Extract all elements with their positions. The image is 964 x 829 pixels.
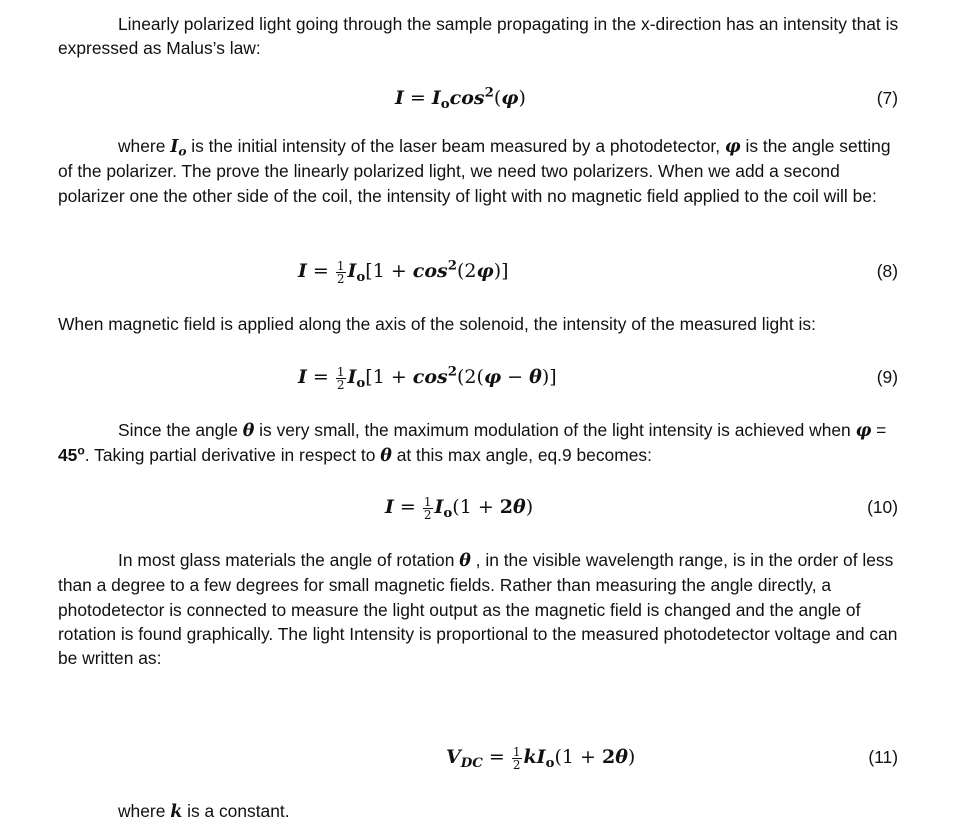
equation-11: $V_{DC}$ = $\frac{1}{2}$ $kI_o(1 + 2\theta)$ [446,744,636,772]
symbol-k: k [170,802,183,822]
equation-10: I = $\frac{1}{2}$ $I_o(1 + 2\theta)$ [385,494,534,522]
paragraph-small-angle: Since the angle θ is very small, the maximum modulation of the light intensity is achieved when $\varphi = 45^o$. Taking partial derivative in respect to θ at this max angle, eq.9 becomes: [58,420,887,467]
paragraph-malus-intro: Linearly polarized light going through the sample propagating in the x-direction has an intensity that is expressed as Malus’s law: [58,14,899,59]
equation-number-7: (7) [876,88,898,108]
equation-number-11: (11) [868,747,898,767]
symbol-i0: $I_o$ [170,137,187,159]
equation-9: I = $\frac{1}{2}$ $I_o[1 + \cos^2(2(\varphi - \theta)]$ [298,364,557,392]
equation-number-9: (9) [876,367,898,387]
paragraph-glass-materials: In most glass materials the angle of rotation θ , in the visible wavelength range, is in the order of less than a degree to a few degrees for small magnetic fields. Rather than measuring the angle directly, a photodetector is connected to measure the light output as the magnetic field is changed and the angle of rotation is found graphically. The light Intensity is proportional to the measured photodetector voltage and can be written as: [58,550,898,669]
paragraph-intensity-definition: where $I_o$ is the initial intensity of the laser beam measured by a photodetector, φ is the angle setting of the polarizer. The prove the linearly polarized light, we need two polarizers. When we add a second polarizer one the other side of the coil, the intensity of light with no magnetic field applied to the coil will be: [58,136,891,206]
symbol-theta: θ [242,421,255,441]
symbol-theta-3: θ [459,551,471,571]
equation-8: I = $\frac{1}{2}$ $I_o[1 + \cos^2(2\varphi)]$ [298,258,509,286]
symbol-phi-45: φ [855,421,872,441]
symbol-theta-2: θ [380,446,392,467]
paragraph-magnetic-field: When magnetic field is applied along the axis of the solenoid, the intensity of the measured light is: [58,314,816,334]
equation-7: $I = I_o\cos^2(\varphi)$ [395,85,526,112]
equation-number-8: (8) [876,261,898,281]
paragraph-constant-k: where k is a constant. [118,801,290,822]
equation-number-10: (10) [867,497,898,517]
symbol-phi: φ [724,137,741,157]
